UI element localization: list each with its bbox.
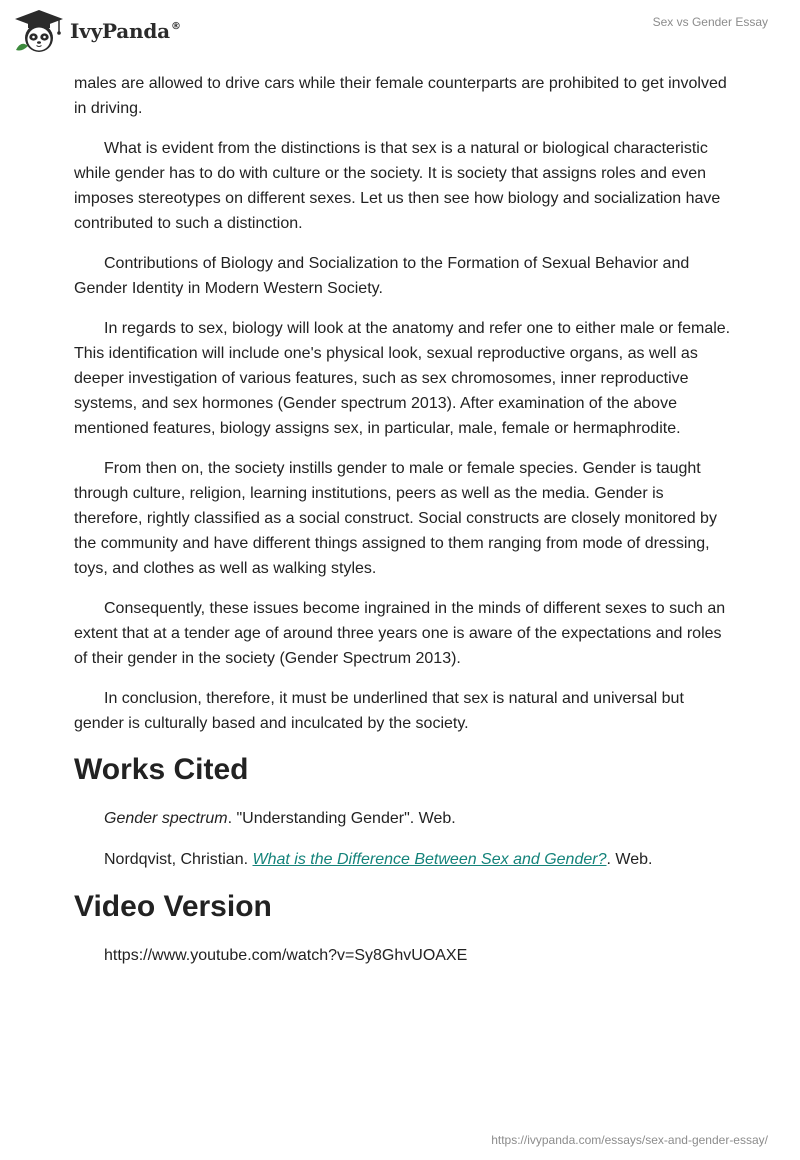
paragraph: From then on, the society instills gender to male or female species. Gender is taught through culture, religion, learning institutions, peers as well as the media. Gender is therefore, rightly classified as a social construct. Social constructs are closely monitored by the community and have different things assigned to them ranging from mode of dressing, toys, and clothes as well as walking styles. — [74, 460, 717, 577]
video-version-heading: Video Version — [74, 890, 272, 923]
video-url[interactable]: https://www.youtube.com/watch?v=Sy8GhvUOAXE — [104, 947, 468, 964]
citation-title: Gender spectrum — [104, 810, 228, 827]
ivypanda-logo[interactable] — [13, 8, 181, 54]
citation-link[interactable]: What is the Difference Between Sex and Gender? — [252, 851, 607, 868]
works-cited-heading: Works Cited — [74, 753, 249, 786]
document-title: Sex vs Gender Essay — [652, 15, 768, 29]
essay-content — [74, 71, 734, 984]
citation-item — [74, 847, 734, 872]
paragraph: In regards to sex, biology will look at the anatomy and refer one to either male or female. This identification will include one's physical look, sexual reproductive organs, as well as deeper investigation of various features, such as sex chromosomes, inner reproductive systems, and sex hormones (Gender spectrum 2013). After examination of the above mentioned features, biology assigns sex, in particular, male, female or hermaphrodite. — [74, 320, 731, 437]
brand-name: IvyPanda® — [70, 19, 181, 43]
citation-item — [74, 806, 734, 831]
paragraph: males are allowed to drive cars while their female counterparts are prohibited to get involved in driving. — [74, 75, 727, 117]
citation-details: . "Understanding Gender". Web. — [227, 810, 456, 827]
panda-icon — [13, 8, 65, 54]
citation-author: Nordqvist, Christian. — [104, 851, 253, 868]
paragraph: What is evident from the distinctions is that sex is a natural or biological characteristic while gender has to do with culture or the society. It is society that assigns roles and even imposes stereotypes on different sexes. Let us then see how biology and socialization have contributed to such a distinction. — [74, 140, 721, 232]
footer-url[interactable]: https://ivypanda.com/essays/sex-and-gender-essay/ — [491, 1133, 768, 1147]
citation-details: . Web. — [606, 851, 653, 868]
paragraph: Consequently, these issues become ingrained in the minds of different sexes to such an extent that at a tender age of around three years one is aware of the expectations and roles of their gender in the society (Gender Spectrum 2013). — [74, 600, 726, 667]
paragraph: Contributions of Biology and Socialization to the Formation of Sexual Behavior and Gender Identity in Modern Western Society. — [74, 255, 690, 297]
paragraph: In conclusion, therefore, it must be underlined that sex is natural and universal but gender is culturally based and inculcated by the society. — [74, 690, 684, 732]
page-header — [0, 0, 800, 70]
